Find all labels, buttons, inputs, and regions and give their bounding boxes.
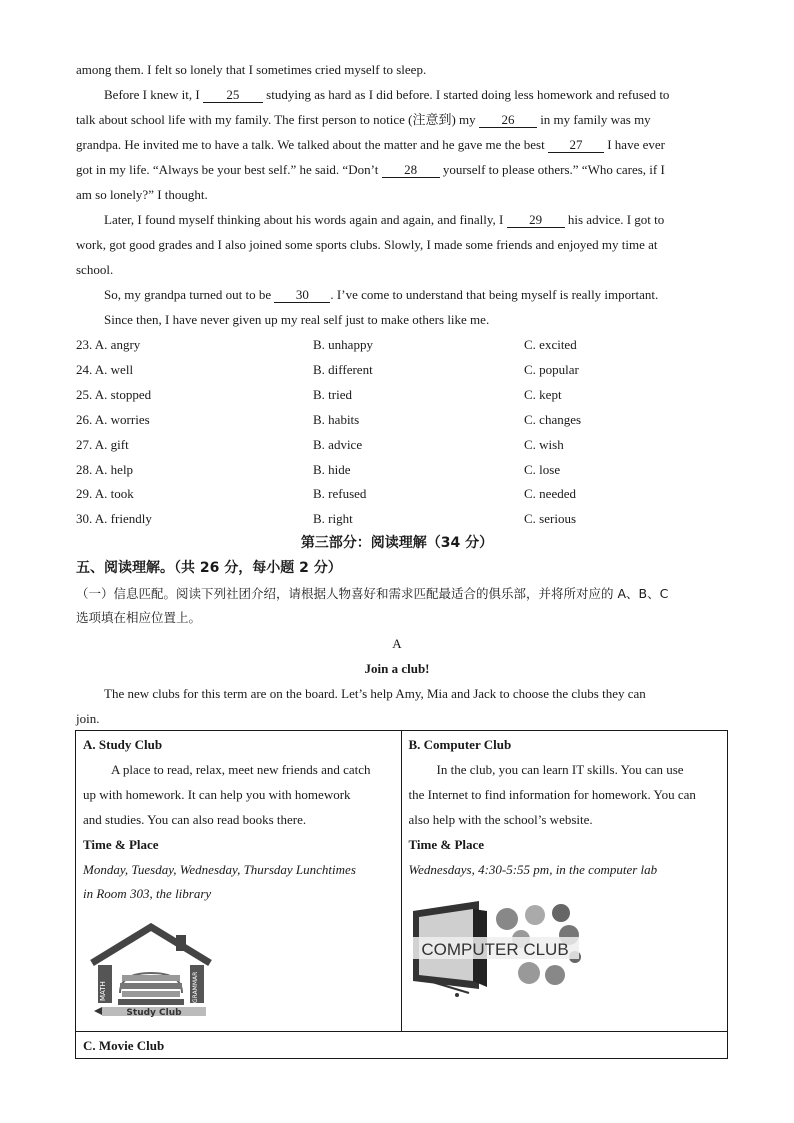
computer-club-logo-icon	[409, 899, 581, 997]
instruction-line: 选项填在相应位置上。	[76, 610, 202, 625]
instruction-line: （一）信息匹配。阅读下列社团介绍，请根据人物喜好和需求匹配最适合的俱乐部，并将所对应的 A、B、C	[76, 586, 669, 601]
option-row: 29. A. took B. refused C. needed	[76, 486, 576, 501]
passage-letter: A	[392, 636, 402, 651]
passage-line: got in my life. “Always be your best self.” he said. “Don’t 28 yourself to please others.” “Who cares, if I	[76, 162, 665, 177]
option-row: 23. A. angry B. unhappy C. excited	[76, 337, 577, 352]
section-heading: 五、阅读理解。（共 26 分，每小题 2 分）	[76, 560, 342, 576]
option-row: 28. A. help B. hide C. lose	[76, 462, 561, 477]
option-row: 24. A. well B. different C. popular	[76, 362, 579, 377]
passage-line: work, got good grades and I also joined some sports clubs. Slowly, I made some friends and enjoyed my time at	[76, 237, 658, 252]
intro-line: The new clubs for this term are on the board. Let’s help Amy, Mia and Jack to choose the clubs they can	[104, 686, 646, 701]
passage-line: school.	[76, 262, 114, 277]
blank-28: 28	[382, 163, 440, 178]
club-desc: A place to read, relax, meet new friends and catch	[111, 762, 371, 777]
club-time: Monday, Tuesday, Wednesday, Thursday Lunchtimes	[83, 862, 356, 877]
blank-30: 30	[274, 288, 330, 303]
time-place-label: Time & Place	[83, 837, 159, 852]
clubs-table	[75, 730, 728, 1059]
blank-29: 29	[507, 213, 565, 228]
logo-computer-club-label: COMPUTER CLUB	[420, 940, 569, 959]
club-desc: and studies. You can also read books there.	[83, 812, 307, 827]
option-row: 26. A. worries B. habits C. changes	[76, 412, 582, 427]
passage-line: among them. I felt so lonely that I sometimes cried myself to sleep.	[76, 62, 427, 77]
blank-27: 27	[548, 138, 604, 153]
intro-line: join.	[76, 711, 100, 726]
passage-line: grandpa. He invited me to have a talk. We talked about the matter and he gave me the best 27 I have ever	[76, 137, 665, 152]
club-cell-a	[76, 731, 402, 1032]
passage-line: am so lonely?” I thought.	[76, 187, 208, 202]
club-desc: the Internet to find information for homework. You can	[408, 787, 696, 802]
time-place-label: Time & Place	[408, 837, 485, 852]
club-title: A. Study Club	[83, 737, 163, 752]
passage-line: Later, I found myself thinking about his words again and again, and finally, I 29 his advice. I got to	[104, 212, 665, 227]
blank-26: 26	[479, 113, 537, 128]
passage-title: Join a club!	[364, 661, 430, 676]
option-row: 27. A. gift B. advice C. wish	[76, 437, 564, 452]
club-title: C. Movie Club	[83, 1038, 165, 1053]
club-desc: up with homework. It can help you with homework	[83, 787, 351, 802]
passage-line: Before I knew it, I 25 studying as hard as I did before. I started doing less homework and refused to	[104, 87, 670, 102]
option-row: 30. A. friendly B. right C. serious	[76, 511, 576, 526]
part-heading: 第三部分：阅读理解（34 分）	[300, 535, 494, 551]
logo-math-label: MATH	[99, 981, 107, 1001]
blank-25: 25	[203, 88, 263, 103]
passage-line: talk about school life with my family. The first person to notice (注意到) my 26 in my family was my	[76, 112, 651, 127]
club-time: Wednesdays, 4:30-5:55 pm, in the computer lab	[408, 862, 658, 877]
club-desc: also help with the school’s website.	[408, 812, 593, 827]
club-cell-b	[401, 731, 728, 1032]
passage-line: Since then, I have never given up my real self just to make others like me.	[104, 312, 490, 327]
study-club-logo-icon	[88, 923, 214, 1021]
club-place: in Room 303, the library	[83, 886, 212, 901]
option-row: 25. A. stopped B. tried C. kept	[76, 387, 562, 402]
club-title: B. Computer Club	[408, 737, 512, 752]
logo-study-club-label: Study Club	[126, 1008, 182, 1018]
club-desc: In the club, you can learn IT skills. You can use	[436, 762, 684, 777]
passage-line: So, my grandpa turned out to be 30 . I’ve come to understand that being myself is really important.	[104, 287, 659, 302]
logo-grammar-label: GRAMMAR	[192, 971, 199, 1003]
club-cell-c	[76, 1032, 728, 1059]
